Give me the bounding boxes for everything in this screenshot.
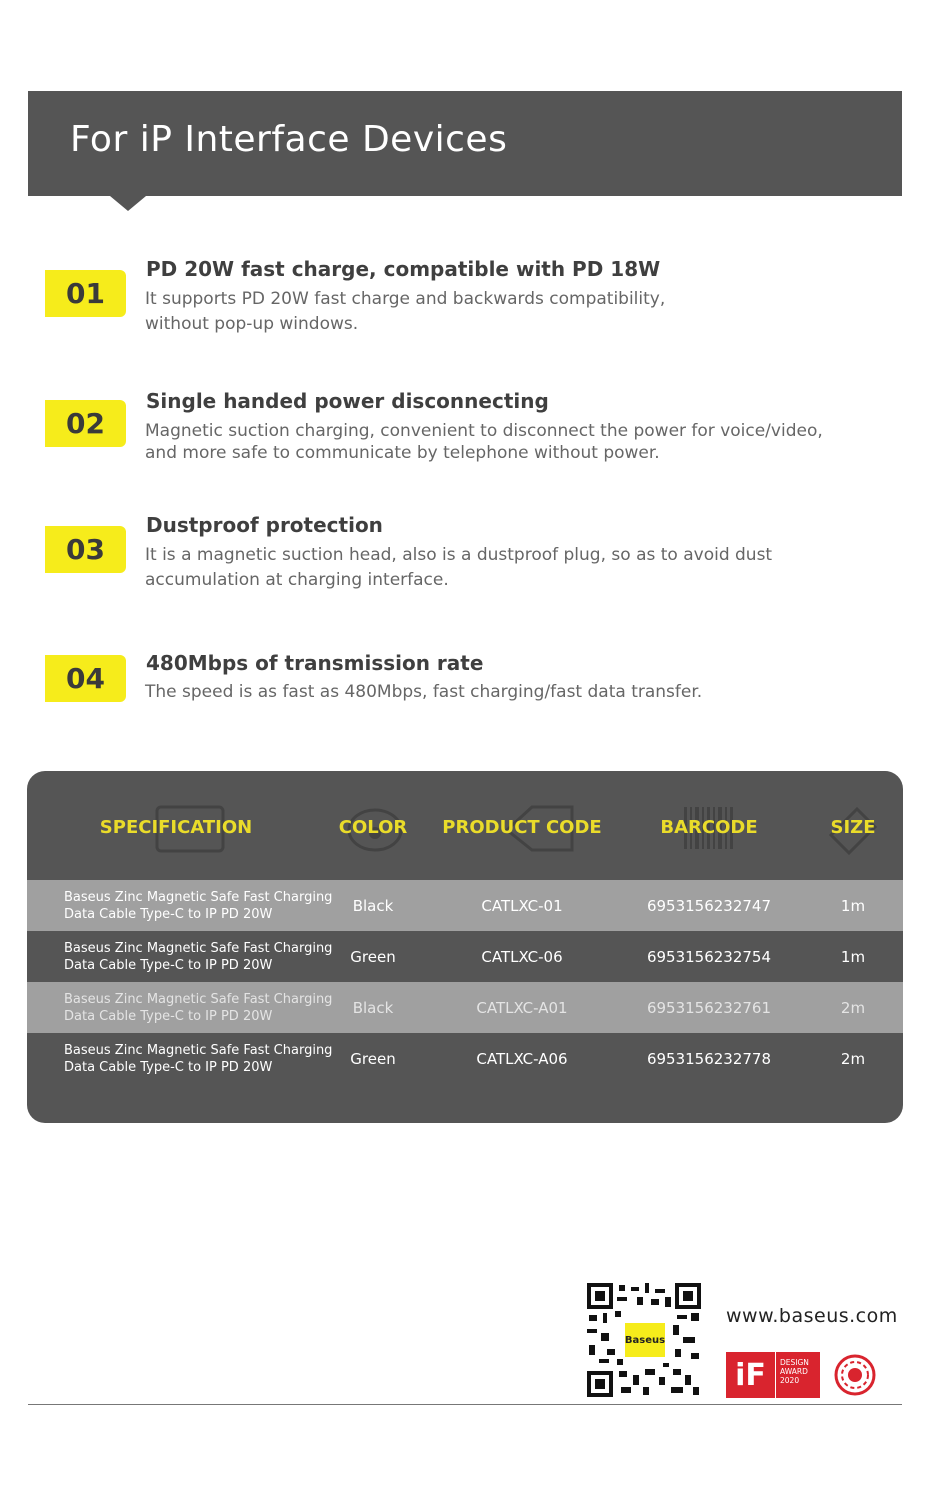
spec-table-header <box>27 771 903 880</box>
cell-product-code: CATLXC-A01 <box>476 998 568 1017</box>
spec-table <box>27 771 903 1123</box>
award-line: AWARD <box>780 1367 808 1376</box>
table-row <box>27 1033 903 1084</box>
feature-title: Dustproof protection <box>146 513 383 537</box>
cell-color: Black <box>352 998 394 1017</box>
footer-divider <box>28 1404 902 1405</box>
cell-specification: Baseus Zinc Magnetic Safe Fast Charging Data Cable Type-C to IP PD 20W <box>64 991 333 1024</box>
cell-barcode: 6953156232778 <box>646 1049 772 1068</box>
cell-size: 1m <box>840 896 866 915</box>
feature-number-badge: 04 <box>45 655 126 702</box>
cell-specification: Baseus Zinc Magnetic Safe Fast Charging Data Cable Type-C to IP PD 20W <box>64 889 333 922</box>
table-row <box>27 931 903 982</box>
award-line: DESIGN <box>780 1358 809 1367</box>
feature-description: It supports PD 20W fast charge and backwards compatibility, without pop-up windows. <box>145 289 666 334</box>
feature-number-badge: 03 <box>45 526 126 573</box>
header-color: COLOR <box>338 817 408 838</box>
section-title: For iP Interface Devices <box>70 119 508 160</box>
cell-size: 2m <box>840 1049 866 1068</box>
feature-number-badge: 02 <box>45 400 126 447</box>
qr-code[interactable] <box>587 1283 701 1397</box>
header-specification: SPECIFICATION <box>99 817 253 838</box>
header-product-code: PRODUCT CODE <box>442 817 602 838</box>
award-year: 2020 <box>780 1376 800 1385</box>
cell-product-code: CATLXC-06 <box>481 947 563 966</box>
cell-specification: Baseus Zinc Magnetic Safe Fast Charging Data Cable Type-C to IP PD 20W <box>64 1042 333 1075</box>
feature-title: Single handed power disconnecting <box>146 389 549 413</box>
feature-description: Magnetic suction charging, convenient to disconnect the power for voice/video, and more safe to communicate by telephone without power. <box>145 421 823 463</box>
if-award-logo: iF <box>726 1352 775 1398</box>
cell-product-code: CATLXC-A06 <box>476 1049 568 1068</box>
cell-color: Black <box>352 896 394 915</box>
cell-color: Green <box>350 947 396 966</box>
cell-specification: Baseus Zinc Magnetic Safe Fast Charging Data Cable Type-C to IP PD 20W <box>64 940 333 973</box>
cell-barcode: 6953156232747 <box>646 896 772 915</box>
feature-description: It is a magnetic suction head, also is a dustproof plug, so as to avoid dust accumulation at charging interface. <box>145 545 773 590</box>
website-link[interactable]: www.baseus.com <box>726 1305 898 1327</box>
brand-logo: Baseus <box>623 1321 667 1359</box>
cell-color: Green <box>350 1049 396 1068</box>
cell-product-code: CATLXC-01 <box>481 896 563 915</box>
design-award-badge <box>776 1352 820 1398</box>
cell-barcode: 6953156232761 <box>646 998 772 1017</box>
feature-description: The speed is as fast as 480Mbps, fast charging/fast data transfer. <box>145 682 703 702</box>
header-barcode: BARCODE <box>660 817 758 838</box>
cell-size: 1m <box>840 947 866 966</box>
header-size: SIZE <box>830 817 876 838</box>
banner-pointer <box>110 196 146 211</box>
reddot-award-icon <box>834 1354 876 1396</box>
section-banner <box>28 91 902 196</box>
feature-title: PD 20W fast charge, compatible with PD 18W <box>146 257 661 281</box>
feature-number-badge: 01 <box>45 270 126 317</box>
cell-size: 2m <box>840 998 866 1017</box>
cell-barcode: 6953156232754 <box>646 947 772 966</box>
feature-title: 480Mbps of transmission rate <box>146 651 484 675</box>
table-row <box>27 880 903 931</box>
table-row <box>27 982 903 1033</box>
